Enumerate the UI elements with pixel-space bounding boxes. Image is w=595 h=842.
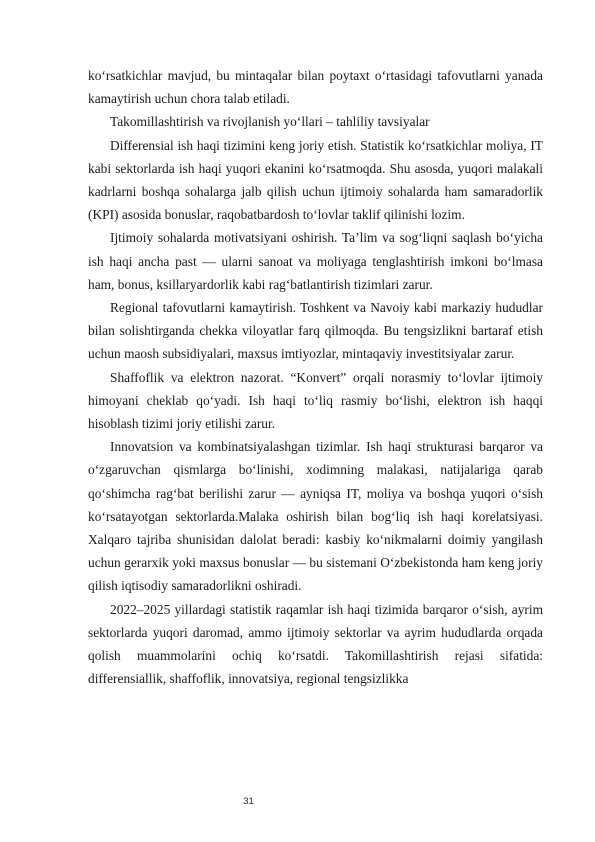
paragraph: Regional tafovutlarni kamaytirish. Toshkent va Navoiy kabi markaziy hududlar bilan solishtirganda chekka viloyatlar farq qilmoqda. Bu tengsizlikni bartaraf etish uchun maosh subsidiyalari, maxsus imtiyozlar, mintaqaviy investitsiyalar zarur. — [88, 300, 543, 362]
paragraph: Differensial ish haqi tizimini keng joriy etish. Statistik ko‘rsatkichlar moliya, IT kabi sektorlarda ish haqi yuqori ekanini ko‘rsatmoqda. Shu asosda, yuqori malakali kadrlarni boshqa sohalarga jalb qilish uchun ijtimoiy sohalarda ham samaradorlik (KPI) asosida bonuslar, raqobatbardosh to‘lovlar taklif qilinishi lozim. — [88, 137, 543, 223]
paragraph: Ijtimoiy sohalarda motivatsiyani oshirish. Ta’lim va sog‘liqni saqlash bo‘yicha ish haqi ancha past — ularni sanoat va moliyaga tenglashtirish imkoni bo‘lmasa ham, bonus, ksillaryardorlik kabi rag‘batlantirish tizimlari zarur. — [88, 230, 543, 292]
paragraph: Innovatsion va kombinatsiyalashgan tizimlar. Ish haqi strukturasi barqaror va o‘zgaruvchan qismlarga bo‘linishi, xodimning malakasi, natijalariga qarab qo‘shimcha rag‘bat berilishi zarur — ayniqsa IT, moliya va boshqa yuqori o‘sish ko‘rsatayotgan sektorlarda.Malaka oshirish bilan bog‘liq ish haqi korelatsiyasi. Xalqaro tajriba shunisidan dalolat beradi: kasbiy ko‘nikmalarni doimiy yangilash uchun gerarxik yoki maxsus bonuslar — bu sistemani O‘zbekistonda ham keng joriy qilish iqtisodiy samaradorlikni oshiradi. — [88, 439, 543, 594]
paragraph: 2022–2025 yillardagi statistik raqamlar ish haqi tizimida barqaror o‘sish, ayrim sektorlarda yuqori daromad, ammo ijtimoiy sektorlar va ayrim hududlarda orqada qolish muammolarini ochiq ko‘rsatdi. Takomillashtirish rejasi sifatida: differensiallik, shaffoflik, innovatsiya, regional tengsizlikka — [88, 601, 543, 687]
paragraph-continuation: ko‘rsatkichlar mavjud, bu mintaqalar bilan poytaxt o‘rtasidagi tafovutlarni yanada kamaytirish uchun chora talab etiladi. — [88, 68, 543, 107]
paragraph: Shaffoflik va elektron nazorat. “Konvert” orqali norasmiy to‘lovlar ijtimoiy himoyani cheklab qo‘yadi. Ish haqi to‘liq rasmiy bo‘lishi, elektron ish haqqi hisoblash tizimi joriy etilishi zarur. — [88, 369, 543, 432]
page-number: 31 — [243, 796, 254, 807]
body-text — [88, 64, 543, 690]
section-heading: Takomillashtirish va rivojlanish yo‘llari – tahliliy tavsiyalar — [110, 114, 430, 130]
